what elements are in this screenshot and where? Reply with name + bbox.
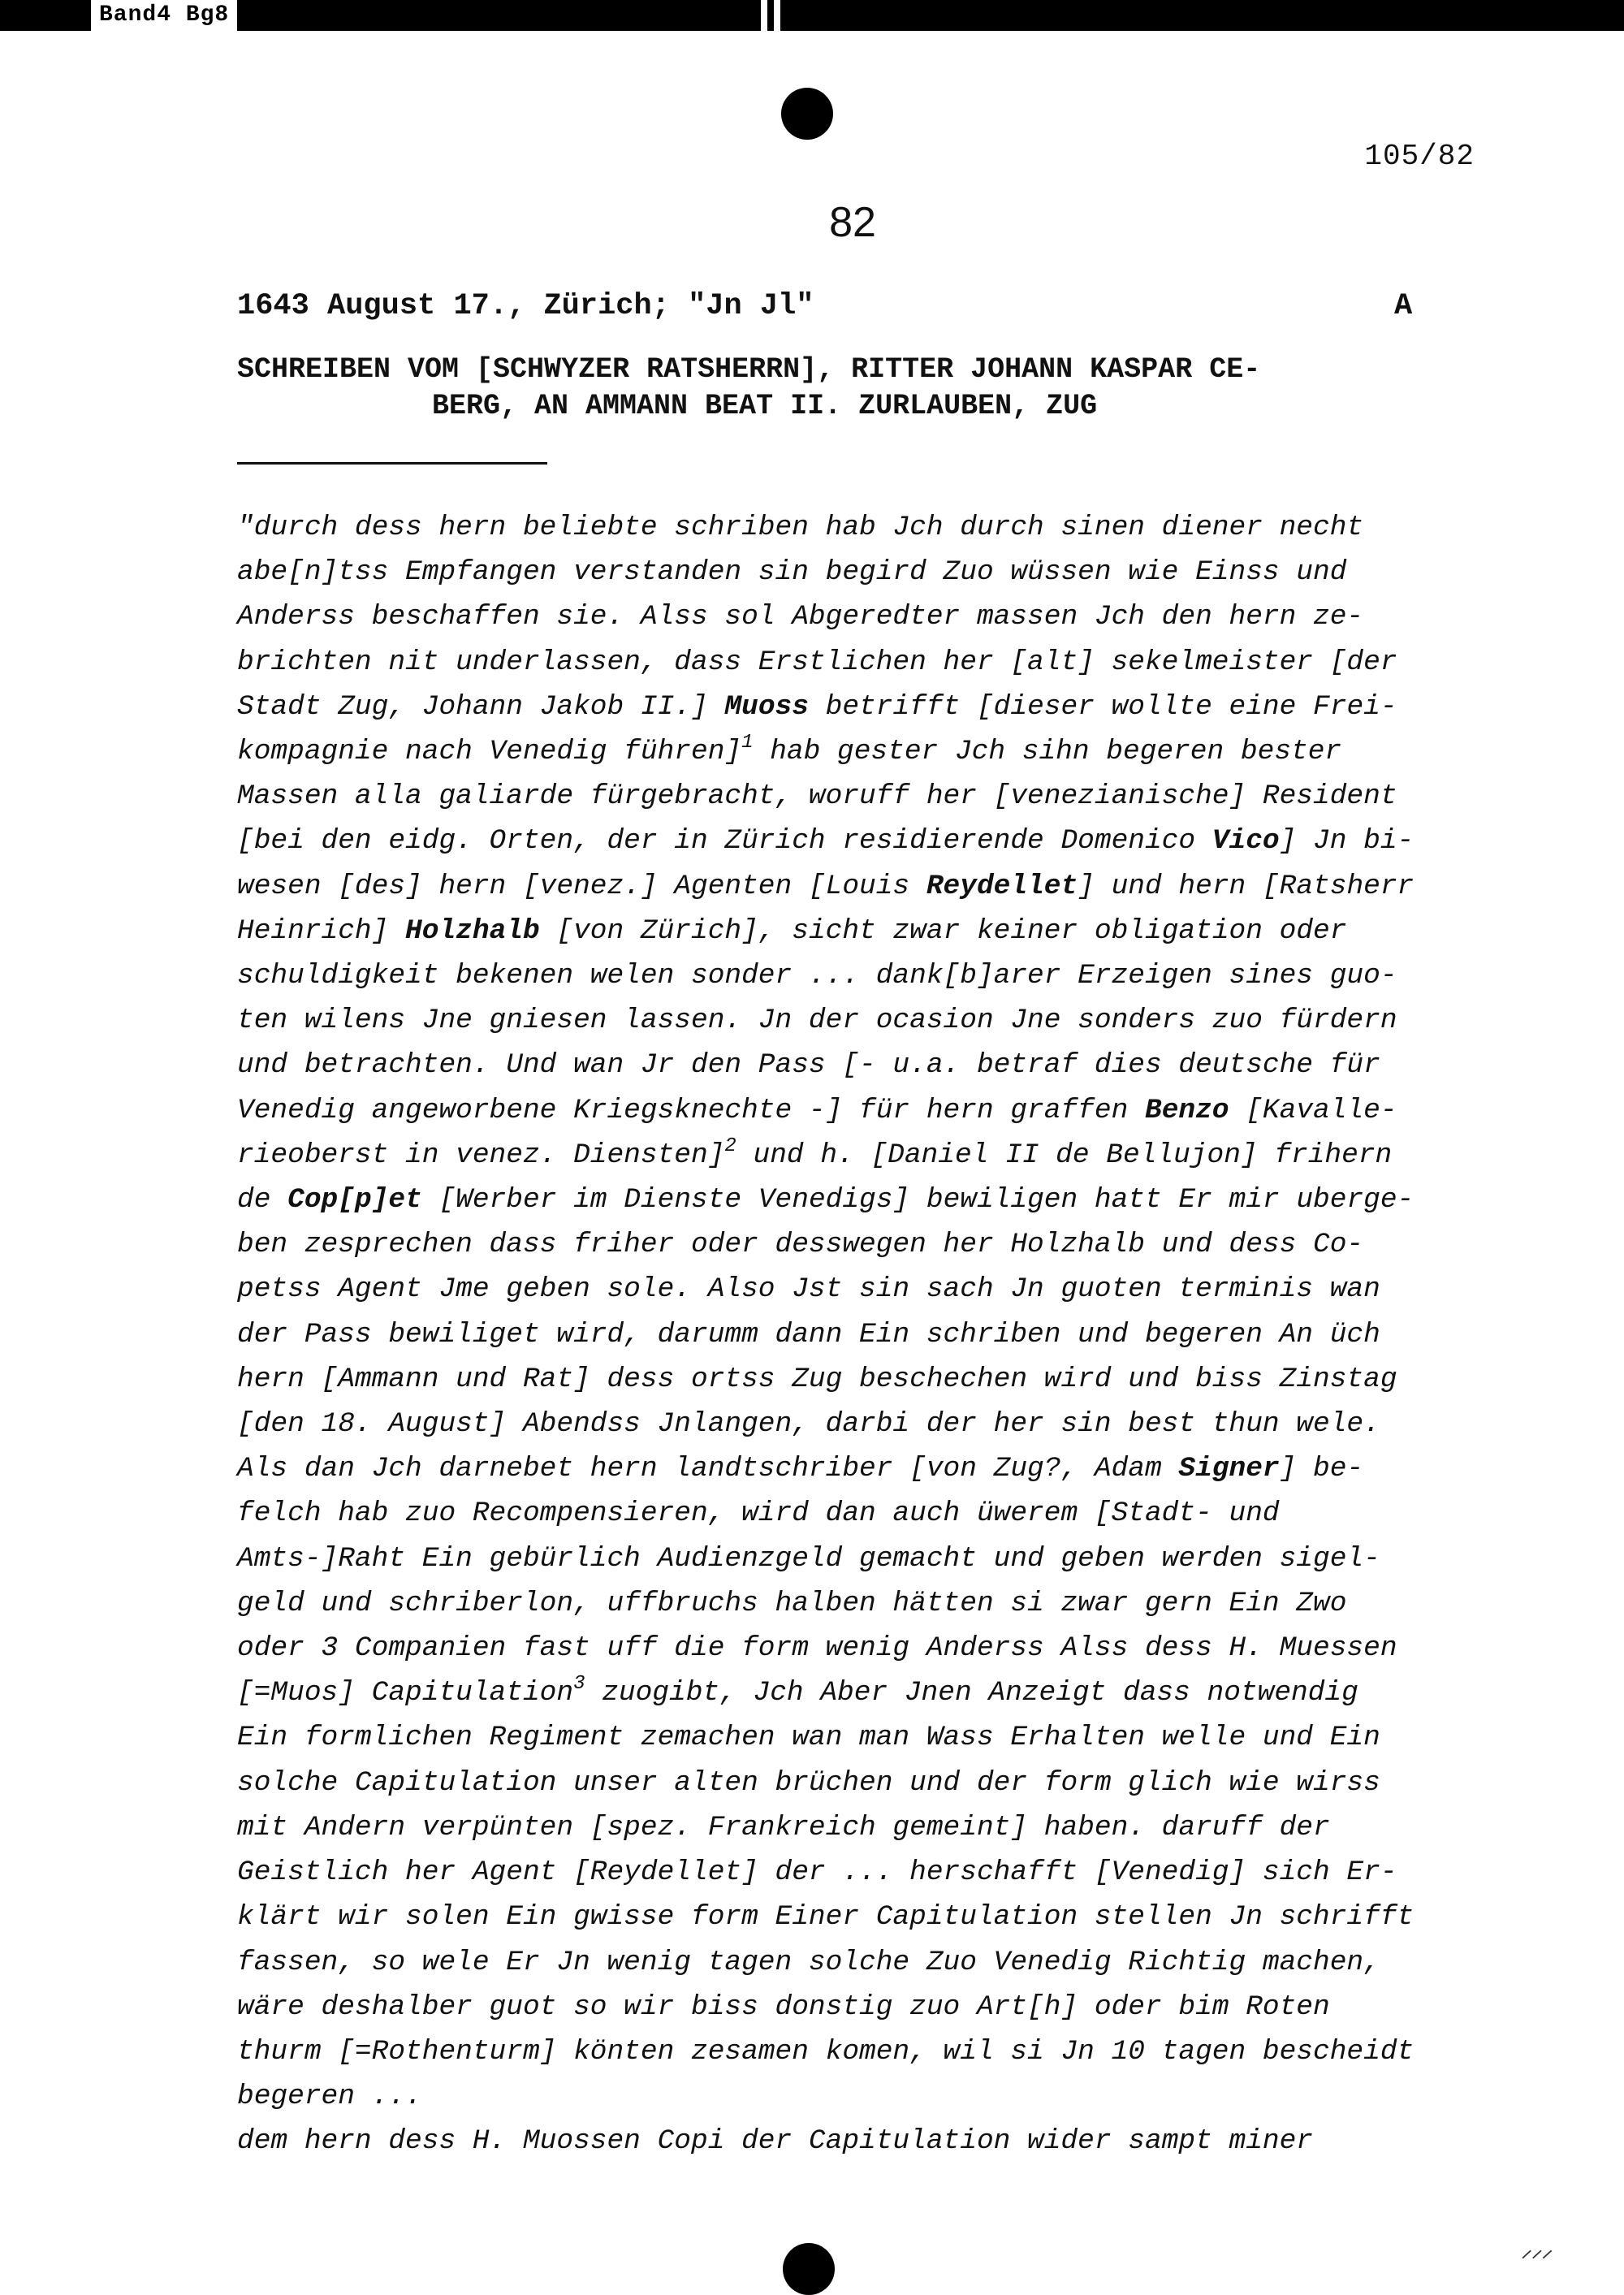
text-line — [237, 1088, 1504, 1133]
text-line: solche Capitulation unser alten brüchen und der form glich wie wirss — [237, 1766, 1380, 1799]
text-line: ben zesprechen dass friher oder desswegen her Holzhalb und dess Co- — [237, 1229, 1364, 1261]
line-segment: Heinrich] — [237, 914, 406, 947]
line-segment: wesen [des] hern [venez.] Agenten [Louis — [237, 870, 926, 902]
bold-name: Holzhalb — [405, 914, 540, 947]
line-segment: ] be- — [1279, 1453, 1364, 1485]
scan-header-bar — [0, 0, 1624, 31]
text-line: hern [Ammann und Rat] dess ortss Zug beschechen wird und biss Zinstag — [237, 1363, 1397, 1395]
text-line: mit Andern verpünten [spez. Frankreich gemeint] haben. daruff der — [237, 1811, 1330, 1843]
text-line — [237, 1670, 1504, 1715]
line-segment: Venedig angeworbene Kriegsknechte -] für hern graffen — [237, 1094, 1145, 1126]
text-line — [237, 819, 1504, 863]
text-line: Anderss beschaffen sie. Alss sol Abgeredter massen Jch den hern ze- — [237, 601, 1364, 633]
line-segment: [Werber im Dienste Venedigs] bewiligen hatt Er mir uberge- — [421, 1184, 1415, 1217]
text-line: Amts-]Raht Ein gebürlich Audienzgeld gemacht und geben werden sigel- — [237, 1542, 1380, 1575]
punch-hole-bottom — [783, 2243, 835, 2295]
text-line: [den 18. August] Abendss Jnlangen, darbi der her sin best thun wele. — [237, 1408, 1380, 1441]
text-line: Massen alla galiarde fürgebracht, woruff her [venezianische] Resident — [237, 780, 1397, 813]
text-line — [237, 864, 1504, 909]
heading-line-1: SCHREIBEN VOM [SCHWYZER RATSHERRN], RITTER JOHANN KASPAR CE- — [237, 353, 1261, 386]
text-line: klärt wir solen Ein gwisse form Einer Capitulation stellen Jn schrifft — [237, 1901, 1415, 1934]
text-line: fassen, so wele Er Jn wenig tagen solche Zuo Venedig Richtig machen, — [237, 1946, 1380, 1978]
line-segment: Als dan Jch darnebet hern landtschriber [von Zug?, Adam — [237, 1453, 1179, 1485]
scan-notch — [774, 0, 780, 31]
bold-name: Reydellet — [926, 870, 1078, 902]
bold-name: Benzo — [1144, 1094, 1229, 1126]
line-segment: [=Muos] Capitulation — [237, 1677, 574, 1709]
document-number: 105/82 — [1364, 140, 1475, 173]
text-line — [237, 909, 1504, 953]
document-heading — [237, 352, 1439, 425]
text-line — [237, 1446, 1504, 1491]
line-segment: Stadt Zug, Johann Jakob II.] — [237, 690, 725, 723]
margin-annotation: ᐟᐟᐟ — [1518, 2248, 1550, 2276]
text-line: felch hab zuo Recompensieren, wird dan auch üwerem [Stadt- und — [237, 1498, 1280, 1530]
line-segment: zuogibt, Jch Aber Jnen Anzeigt dass notwendig — [585, 1677, 1358, 1709]
line-segment: betrifft [dieser wollte eine Frei- — [808, 690, 1397, 723]
footnote-marker: 3 — [573, 1673, 585, 1696]
line-segment: hab gester Jch sihn begeren bester — [753, 736, 1342, 768]
text-line: abe[n]tss Empfangen verstanden sin begird Zuo wüssen wie Einss und — [237, 556, 1347, 589]
text-line: dem hern dess H. Muossen Copi der Capitulation wider sampt miner — [237, 2125, 1314, 2158]
transcription-body — [237, 505, 1504, 2164]
text-line: geld und schriberlon, uffbruchs halben hätten si zwar gern Ein Zwo — [237, 1587, 1347, 1619]
text-line: und betrachten. Und wan Jr den Pass [- u.a. betraf dies deutsche für — [237, 1049, 1380, 1082]
volume-stamp: Band4 Bg8 — [91, 0, 237, 31]
line-segment: kompagnie nach Venedig führen] — [237, 736, 742, 768]
line-segment: de — [237, 1184, 288, 1217]
text-line: "durch dess hern beliebte schriben hab Jch durch sinen diener necht — [237, 512, 1364, 543]
text-line: wäre deshalber guot so wir biss donstig zuo Art[h] oder bim Roten — [237, 1990, 1330, 2023]
text-line — [237, 729, 1504, 774]
text-line: oder 3 Companien fast uff die form wenig Anderss Alss dess H. Muessen — [237, 1632, 1397, 1665]
text-line: Geistlich her Agent [Reydellet] der ... herschafft [Venedig] sich Er- — [237, 1856, 1397, 1889]
text-line — [237, 1133, 1504, 1178]
text-line: ten wilens Jne gniesen lassen. Jn der ocasion Jne sonders zuo fürdern — [237, 1005, 1397, 1037]
line-segment: [von Zürich], sicht zwar keiner obligation oder — [539, 914, 1347, 947]
text-line: brichten nit underlassen, dass Erstlichen her [alt] sekelmeister [der — [237, 646, 1397, 678]
bold-name: Signer — [1178, 1453, 1280, 1485]
line-segment: [bei den eidg. Orten, der in Zürich residierende Domenico — [237, 825, 1212, 858]
footnote-marker: 2 — [724, 1135, 736, 1157]
line-segment: rieoberst in venez. Diensten] — [237, 1139, 725, 1171]
text-line: Ein formlichen Regiment zemachen wan man Wass Erhalten welle und Ein — [237, 1722, 1380, 1754]
scan-notch — [761, 0, 767, 31]
bold-name: Muoss — [724, 690, 809, 723]
text-line: schuldigkeit bekenen welen sonder ... dank[b]arer Erzeigen sines guo- — [237, 960, 1397, 992]
dateline: 1643 August 17., Zürich; "Jn Jl" — [237, 289, 814, 323]
text-line: petss Agent Jme geben sole. Also Jst sin sach Jn guoten terminis wan — [237, 1273, 1380, 1306]
punch-hole-top — [781, 88, 833, 140]
line-segment: ] und hern [Ratsherr — [1078, 870, 1415, 902]
bold-name: Vico — [1212, 825, 1280, 858]
heading-line-2: BERG, AN AMMANN BEAT II. ZURLAUBEN, ZUG — [432, 390, 1098, 422]
text-line — [237, 685, 1504, 729]
line-segment: ] Jn bi- — [1279, 825, 1415, 858]
text-line — [237, 1178, 1504, 1222]
footnote-marker: 1 — [741, 732, 754, 754]
section-divider — [237, 462, 547, 465]
text-line: begeren ... — [237, 2081, 422, 2113]
text-line: der Pass bewiliget wird, darumm dann Ein schriben und begeren An üch — [237, 1318, 1380, 1351]
line-segment: und h. [Daniel II de Bellujon] frihern — [736, 1139, 1393, 1171]
line-segment: [Kavalle- — [1229, 1094, 1397, 1126]
page-number: 82 — [829, 199, 876, 246]
document-grade: A — [1394, 289, 1413, 323]
bold-name: Cop[p]et — [287, 1184, 422, 1217]
text-line: thurm [=Rothenturm] könten zesamen komen, wil si Jn 10 tagen bescheidt — [237, 2035, 1415, 2068]
